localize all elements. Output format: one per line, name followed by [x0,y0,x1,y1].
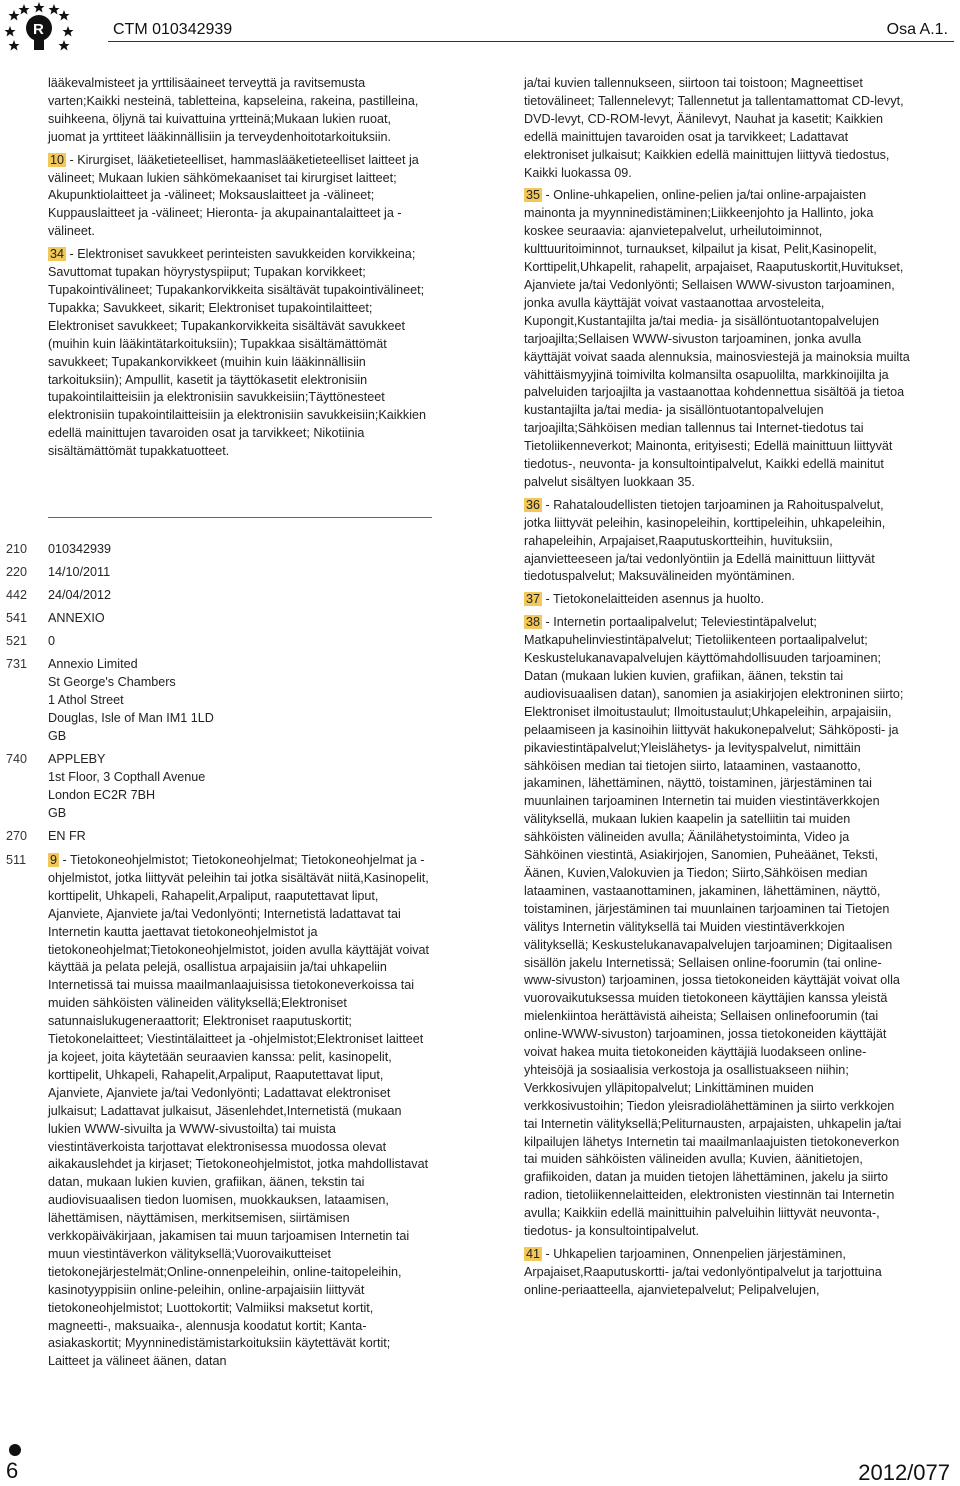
document-title: CTM 010342939 [113,21,233,38]
applicant-country: GB [48,728,67,743]
representative-address-line: London EC2R 7BH [48,787,156,802]
class-number: 34 [50,247,65,262]
applicant-name: Annexio Limited [48,657,138,671]
inid-code: 511 [6,853,27,867]
goods-text: - Rahataloudellisten tietojen tarjoaminen ja Rahoituspalvelut, jotka liittyvät peleihin, kasinopeleihin, korttipeleihin, uhkapeleihin, rahapeleihin, Arpajaiset,Raaputuskortteihin, huvituksiin, ajanvietteeseen ja/tai vedonlyöntiin ja Edellä mainittuun liittyvät tiedotuspalvelut; Maksuvälineiden myöntäminen. [524,497,886,584]
page-number: 6 [6,1458,19,1483]
bib-value: 24/04/2012 [48,588,112,602]
goods-list-right [524,75,910,1305]
goods-paragraph [524,75,910,182]
applicant-address-line: St George's Chambers [48,674,176,689]
inid-code: 731 [6,657,28,671]
class-number: 10 [50,152,65,167]
representative-name: APPLEBY [48,752,106,766]
inid-code: 210 [6,542,28,556]
goods-paragraph [524,1246,910,1300]
goods-text: - Elektroniset savukkeet perinteisten savukkeiden korvikkeina; Savuttomat tupakan höyrystyspiiput; Tupakan korvikkeet; Tupakointivälineet; Tupakankorvikkeita sisältävät tupakointivälineet; Tupakka; Savukkeet, sikarit; Elektroniset tupakointilaitteet; Elektroniset savukkeet; Tupakankorvikkeita sisältävät savukkeet (muihin kuin lääkintätarkoituksiin); Tupakkaa sisältämättömät savukkeet; Tupakankorvikkeet (muihin kuin lääkinnällisiin tarkoituksiin); Ampullit, kasetit ja täyttökasetit elektronisiin tupakointilaitteisiin ja elektronisiin savukkeisiin;Täyttönesteet elektronisiin tupakointilaitteisiin ja elektronisiin savukkeisiin;Kaikkien edellä mainittujen tavaroiden osat ja tarvikkeet; Nikotiinia sisältämättömät tupakkatuotteet. [48,247,426,459]
goods-text: - Tietokonelaitteiden asennus ja huolto. [542,592,764,607]
page-header [0,0,960,50]
section-label: Osa A.1. [886,21,948,38]
inid-code: 220 [6,565,28,579]
inid-code: 270 [6,829,28,843]
bib-value: ANNEXIO [48,611,105,625]
class-number: 35 [526,188,541,203]
bib-value: 0 [48,634,56,648]
class-number: 9 [50,853,58,867]
applicant-address-line: 1 Athol Street [48,692,124,707]
svg-text:R: R [33,21,44,38]
inid-code: 442 [6,588,28,602]
goods-text: - Tietokoneohjelmistot; Tietokoneohjelmat; Tietokoneohjelmat ja -ohjelmistot, jotka liittyvät peleihin tai jotka sisältävät niitä,Kasinopelit, korttipelit, Uhkapeli, Rahapelit,Arpaliput, raaputettavat liput, Ajanviete, Ajanviete ja/tai Vedonlyönti; Internetistä ladattavat tai Internetin kautta jaettavat tietokoneohjelmistot ja tietokoneohjelmat;Tietokoneohjelmistot, joiden avulla käyttäjät voivat käyttää ja pelata pelejä, osallistua arpajaisiin ja/tai uhkapeliin Internetissä tai muissa maailmanlaajuisissa tietokoneverkoissa tai muiden sähköisten välineiden välityksellä;Elektroniset satunnaislukugeneraattorit; Elektroniset raaputuskortit; Tietokonelaitteet; Viestintälaitteet ja -ohjelmistot;Elektroniset laitteet ja kojeet, joita käytetään seuraavien kanssa: pelit, kasinopelit, korttipelit, Uhkapeli, Rahapelit,Arpaliput, Raaputettavat liput, Ajanviete, Ajanviete ja/tai Vedonlyönti; Ladattavat elektroniset julkaisut; Ladattavat julkaisut, Jäsenlehdet,Internetistä (mukaan lukien WWW-sivuilta ja WWW-sivustoilta) tai muista viestintäverkoista tarjottavat elektronisessa muodossa olevat aikakauslehdet ja kirjaset; Tietokoneohjelmistot, jotka mahdollistavat datan, mukaan lukien kuvien, grafiikan, äänen, tekstin tai audiovisuaalisen tiedon luomisen, muokkauksen, lataamisen, lähettämisen, näyttämisen, merkitsemisen, siirtämisen verkkopäiväkirjaan, jakamisen tai muun tarjoamisen Internetin tai muun viestintäverkon välityksellä;Vuorovaikutteiset tietokonejärjestelmät;Online-onnenpeleihin, online-taitopeleihin, kasinotyyppisiin online-peleihin, online-arpajaisiin liittyvät tietokoneohjelmistot; Luottokortit; Valmiiksi maksetut kortit, magneetti-, maksuaika-, alennusja koodatut kortit; Kanta-asiakaskortit; Myynninedistämistarkoituksiin käytettävät kortit; Laitteet ja välineet äänen, datan [48,853,430,1369]
bib-value: 010342939 [48,542,112,556]
inid-code: 740 [6,752,28,766]
office-logo-icon [4,2,74,52]
goods-text: - Kirurgiset, lääketieteelliset, hammaslääketieteelliset laitteet ja välineet; Mukaan lukien sähkömekaaniset tai kirurgiset laitteet; Akupunktiolaitteet ja -välineet; Moksauslaitteet ja -välineet; Kuppauslaitteet ja -välineet; Hieronta- ja akupainantalaitteet ja -välineet. [48,152,419,239]
class-number: 37 [526,592,541,607]
goods-list-left [48,75,432,466]
goods-text: lääkevalmisteet ja yrttilisäaineet terveyttä ja ravitsemusta varten;Kaikki nesteinä, tabletteina, kapseleina, rakeina, pastilleina, suihkeena, öljynä tai kuivattuina yrtteinä;Mukaan lukien ruoat, juomat ja yrttiteet lääkinnällisiin ja terveydenhoitotarkoituksiin. [48,76,419,144]
goods-paragraph [48,152,432,242]
class-number: 36 [526,497,541,512]
goods-text: ja/tai kuvien tallennukseen, siirtoon tai toistoon; Magneettiset tietovälineet; Tallennelevyt; Tallennetut ja tallentamattomat CD-levyt, DVD-levyt, CD-ROM-levyt, Äänilevyt, Nauhat ja kasetit; Kaikkien edellä mainittujen tavaroiden osat ja tarvikkeet; Ladattavat elektroniset julkaisut; Kaikkien edellä mainittujen liittyvä tiedostus, Kaikki luokassa 09. [524,76,904,180]
representative-address-line: 1st Floor, 3 Copthall Avenue [48,769,206,784]
applicant-address-line: Douglas, Isle of Man IM1 1LD [48,710,214,725]
bib-value: 14/10/2011 [48,565,111,579]
bulletin-issue: 2012/077 [858,1460,950,1485]
goods-paragraph [48,852,432,1371]
goods-paragraph [48,246,432,461]
entry-separator [48,517,432,518]
representative-country: GB [48,805,67,820]
bib-value: EN FR [48,829,86,843]
goods-paragraph [524,497,910,587]
goods-text: - Uhkapelien tarjoaminen, Onnenpelien järjestäminen, Arpajaiset,Raaputuskortti- ja/tai vedonlyöntipalvelut ja tarjottuina online-periaatteella, ajanvietepalvelut; Pelipalvelujen, [524,1247,882,1297]
class-number: 38 [526,615,541,630]
goods-text: - Online-uhkapelien, online-pelien ja/tai online-arpajaisten mainonta ja myynninedistäminen;Liikkeenjohto ja Hallinto, joka koskee seuraavia: ajanvietepalvelut, urheilutoiminnot, kulttuuritoiminnot, turnaukset, kilpailut ja kisat, Pelit,Kasinopelit, Korttipelit,Uhkapelit, rahapelit, arpajaiset, Raaputuskortit,Huvitukset, Ajanviete ja/tai Vedonlyönti; Sellaisen WWW-sivuston tarjoaminen, jonka avulla käyttäjät voivat vastaanottaa arvosteleita, Kupongit,Kustantajilta ja/tai media- ja sisällöntuotantopalvelujen tarjoajilta;Sellaisen WWW-sivuston tarjoaminen, jonka avulla käyttäjät voivat saada alennuksia, mainosviestejä ja mainoksia muilta vähittäismyyjinä toimivilta kolmansilta osapuolilta, markkinoijilta ja palveluiden tarjoajilta ja vastaanottaa kohdennettua sisältöä ja tietoa kustantajilta ja/tai media- ja sisällöntuotantopalvelujen tarjoajilta;Sähköisen median tallennus tai Internet-tiedotus tai Tietoliikenneverkot; Mainonta, erityisesti; Edellä mainittuun liittyvät tiedotus-, neuvonta- ja konsultointipalvelut, Kaikki edellä mainitut palvelut sisältyen luokkaan 35. [524,188,910,489]
inid-code: 541 [6,611,28,625]
goods-paragraph [524,591,910,609]
goods-paragraph [524,614,910,1241]
goods-text: - Internetin portaalipalvelut; Televiestintäpalvelut; Matkapuhelinviestintäpalvelut; Tietoliikenteen portaalipalvelut; Keskustelukanavapalvelujen käyttömahdollisuuden tarjoaminen; Datan (mukaan lukien kuvien, grafiikan, äänen, tekstin tai audiovisuaalisen datan), sanomien ja asiakirjojen elektroninen siirto; Elektroniset ilmoitustaulut; Ilmoitustaulut;Uhkapeleihin, arpajaisiin, pelaamiseen ja kasinoihin liittyvät hakukonepalvelut; Sähköposti- ja pikaviestintäpalvelut;Yleislähetys- ja levityspalvelut, nimittäin sähköisen median tai tietojen siirto, lataaminen, vastaanotto, jakaminen, lähettäminen, näyttö, toistaminen, järjestäminen tai muunlainen tarjoaminen Internetin tai muiden viestintäverkkojen välityksellä, mukaan lukien kaapelin ja satelliitin tai muiden sähköisten välineiden avulla; Äänilähetystoiminta, Video ja Sähköinen viestintä, Asiakirjojen, Sanomien, Puheäänet, Teksti, Äänen, Kuvien,Valokuvien ja Tiedon; Siirto,Sähköisen median lataaminen, vastaanottaminen, jakaminen, lähettäminen, näyttö, toistaminen, järjestäminen tai muunlainen tarjoaminen tai Tietojen välitys Internetin välityksellä tai Muiden viestintäverkkojen välityksellä; Keskustelukanavapalvelujen tarjoaminen; Digitaalisen sisällön jakelu Internetissä; Sellaisen online-foorumin (tai online-www-sivuston) tarjoaminen, jossa tietokoneiden käyttäjät voivat olla vuorovaikutuksessa muiden tietokoneen käyttäjien kanssa yleistä mielenkiintoa herättävistä aiheista; Sellaisen onlinefoorumin (tai online-WWW-sivuston) tarjoaminen, jossa tietokoneiden käyttäjät voivat hakea muita tietokoneiden käyttäjiä luodakseen online-yhteisöjä ja sosiaalisia verkostoja ja osallistuakseen niihin; Verkkosivujen ylläpitopalvelut; Linkittäminen muiden verkkosivustoihin; Tiedon yleisradiolähettäminen ja siirto verkkojen tai Internetin välityksellä;Peliturnausten, arpajaisten, uhkapelin ja/tai kilpailujen lähetys Internetin tai maailmanlaajuisten tietokoneverkon tai muiden sähköisten välineiden avulla; Kuvien, äänitietojen, grafiikoiden, datan ja muiden tietojen lähettäminen, jakelu ja siirto radion, tietoliikennelaitteiden, elektronisten viestinnän tai Internetin avulla; Kaikkiin edellä mainittuihin palveluihin liittyvät neuvonta-, tiedotus- ja konsultointipalvelut. [524,615,904,1239]
header-rule [108,41,954,42]
inid-code: 521 [6,634,28,648]
footer-emblem-icon [4,1440,26,1460]
goods-paragraph [524,187,910,491]
class-number: 41 [526,1247,541,1261]
goods-paragraph [48,75,432,147]
